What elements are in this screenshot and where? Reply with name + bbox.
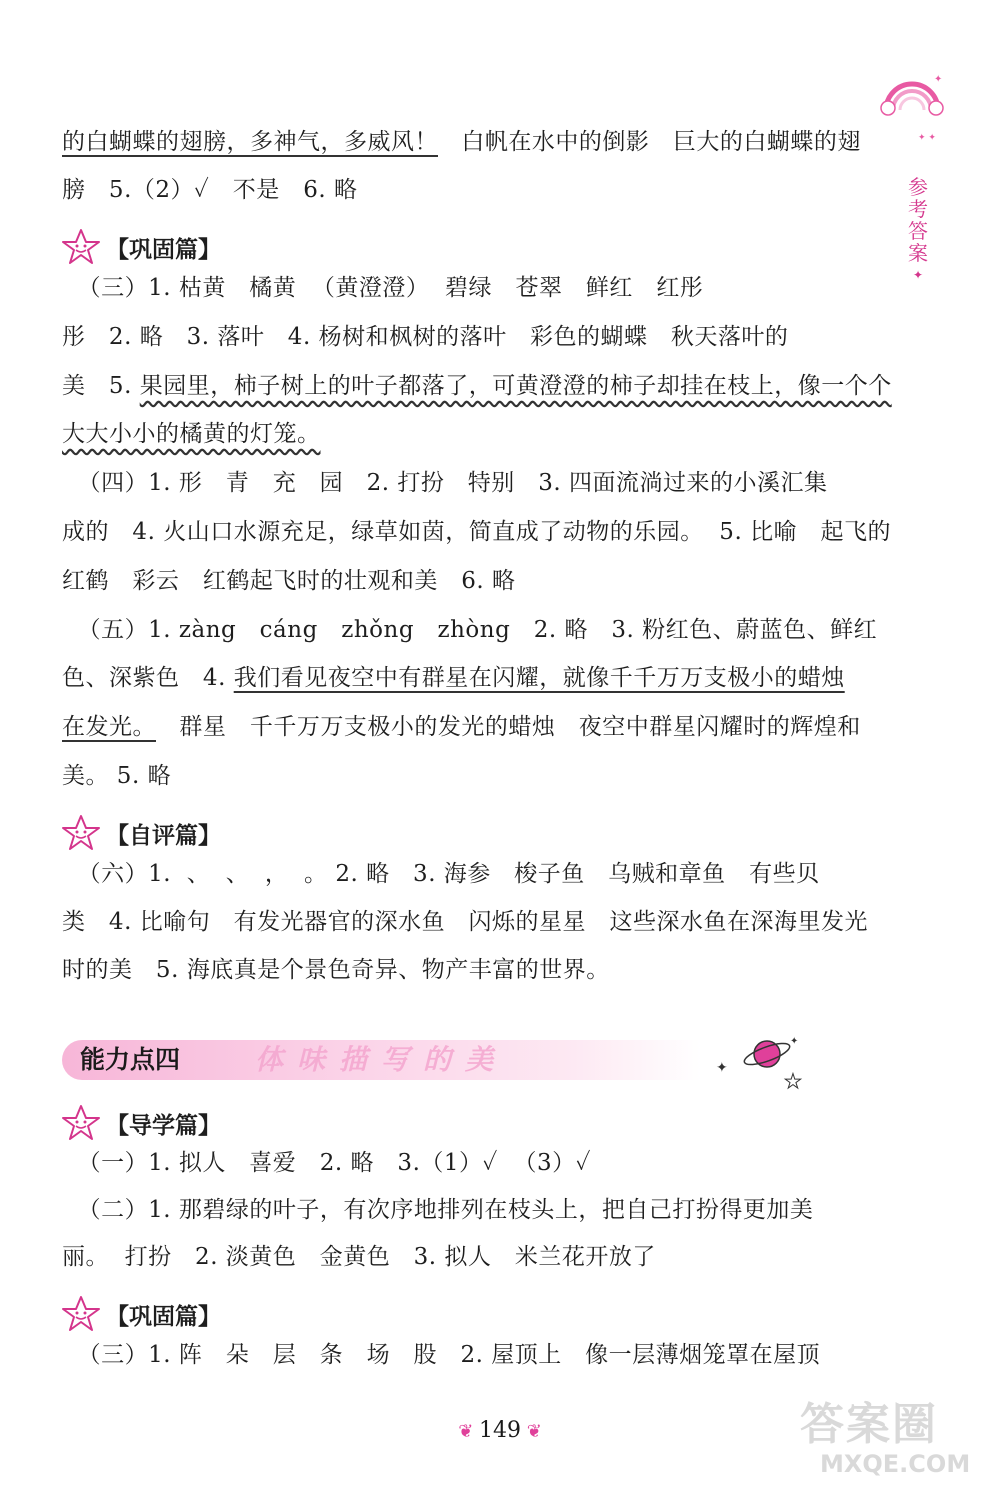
answer-line-21: （二）1. 那碧绿的叶子，有次序地排列在枝头上，把自己打扮得更加美 [62,1197,814,1223]
underlined-text: 我们看见夜空中有群星在闪耀，就像千千万万支极小的蜡烛 [233,665,845,691]
vine-left-icon: ❦ [458,1421,479,1442]
answer-line-11: （五）1. zàng cáng zhǒng zhòng 2. 略 3. 粉红色、蔚蓝色、鲜红 [62,617,878,643]
answer-line-10: 红鹤 彩云 红鹤起飞时的壮观和美 6. 略 [62,568,516,594]
answer-line-24: （三）1. 阵 朵 层 条 场 股 2. 屋顶上 像一层薄烟笼罩在屋顶 [62,1342,821,1368]
wavy-underlined-text: 大大小小的橘黄的灯笼。 [62,421,321,447]
answer-line-13 [62,712,862,742]
vine-right-icon: ❦ [521,1421,542,1442]
svg-text:★: ★ [784,1069,802,1092]
watermark-url: MXQE.COM [820,1450,971,1478]
svg-text:✦: ✦ [790,1036,799,1047]
section-heading-self-evaluation [60,813,221,853]
wavy-underlined-text: 果园里，柿子树上的叶子都落了，可黄澄澄的柿子却挂在枝上，像一个个 [139,373,892,399]
smiley-star-icon [60,1104,102,1142]
watermark [800,1400,990,1495]
planet-icon [712,1032,812,1092]
chapter-decoration-text: 体味描写的美 [255,1043,508,1076]
answer-line-2: 膀 5.（2）✓ 不是 6. 略 [62,177,358,203]
section-heading-text: 【导学篇】 [106,1112,221,1139]
answer-line-1 [62,127,862,157]
section-heading-text: 【自评篇】 [106,822,221,849]
text-run: 美 5. [62,373,140,399]
answer-line-14: 美。 5. 略 [62,763,172,789]
watermark-title: 答案圈 [800,1399,938,1450]
answer-line-12 [62,663,862,693]
section-heading-text: 【巩固篇】 [106,236,221,263]
text-run: 色、深紫色 4. [62,665,234,691]
answer-line-17: 类 4. 比喻句 有发光器官的深水鱼 闪烁的星星 这些深水鱼在深海里发光 [62,909,868,935]
answer-line-8: （四）1. 形 青 充 园 2. 打扮 特别 3. 四面流淌过来的小溪汇集 [62,470,828,496]
section-heading-consolidation [60,227,221,267]
page-number-text: 149 [479,1418,521,1443]
answer-line-20: （一）1. 拟人 喜爱 2. 略 3.（1）✓ （3）✓ [62,1150,591,1176]
answer-line-18: 时的美 5. 海底真是个景色奇异、物产丰富的世界。 [62,957,610,983]
side-label-char: 参 [908,175,928,199]
text-run: 群星 千千万万支极小的发光的蜡烛 夜空中群星闪耀时的辉煌和 [156,714,861,740]
section-heading-guided-study [60,1103,221,1143]
answer-line-22: 丽。 打扮 2. 淡黄色 金黄色 3. 拟人 米兰花开放了 [62,1244,656,1270]
answer-line-6 [62,371,892,401]
star-icon: ✦ [912,268,924,282]
smiley-star-icon [60,228,102,266]
answer-line-4: （三）1. 枯黄 橘黄 （黄澄澄） 碧绿 苍翠 鲜红 红彤 [62,275,704,301]
svg-text:✦ ✦: ✦ ✦ [918,133,936,143]
answer-line-5: 彤 2. 略 3. 落叶 4. 杨树和枫树的落叶 彩色的蝴蝶 秋天落叶的 [62,324,789,350]
svg-text:✦: ✦ [934,74,943,85]
underlined-text: 的白蝴蝶的翅膀，多神气，多威风！ [62,129,438,155]
rainbow-icon [878,70,950,150]
svg-text:✦: ✦ [716,1060,728,1076]
smiley-star-icon [60,1295,102,1333]
underlined-text: 在发光。 [62,714,156,740]
side-label-reference-answers [906,176,930,286]
section-heading-consolidation-2 [60,1294,221,1334]
side-label-char: 案 [908,241,928,265]
answer-line-7 [62,419,862,449]
smiley-star-icon [60,814,102,852]
chapter-title: 能力点四 [80,1045,181,1074]
text-run: 白帆在水中的倒影 巨大的白蝴蝶的翅 [438,129,861,155]
answer-line-16: （六）1. 、 、 ， 。 2. 略 3. 海参 梭子鱼 乌贼和章鱼 有些贝 [62,861,820,887]
answer-line-9: 成的 4. 火山口水源充足，绿草如茵，简直成了动物的乐园。 5. 比喻 起飞的 [62,519,891,545]
side-label-char: 答 [908,219,928,243]
side-label-char: 考 [908,197,928,221]
section-heading-text: 【巩固篇】 [106,1303,221,1330]
